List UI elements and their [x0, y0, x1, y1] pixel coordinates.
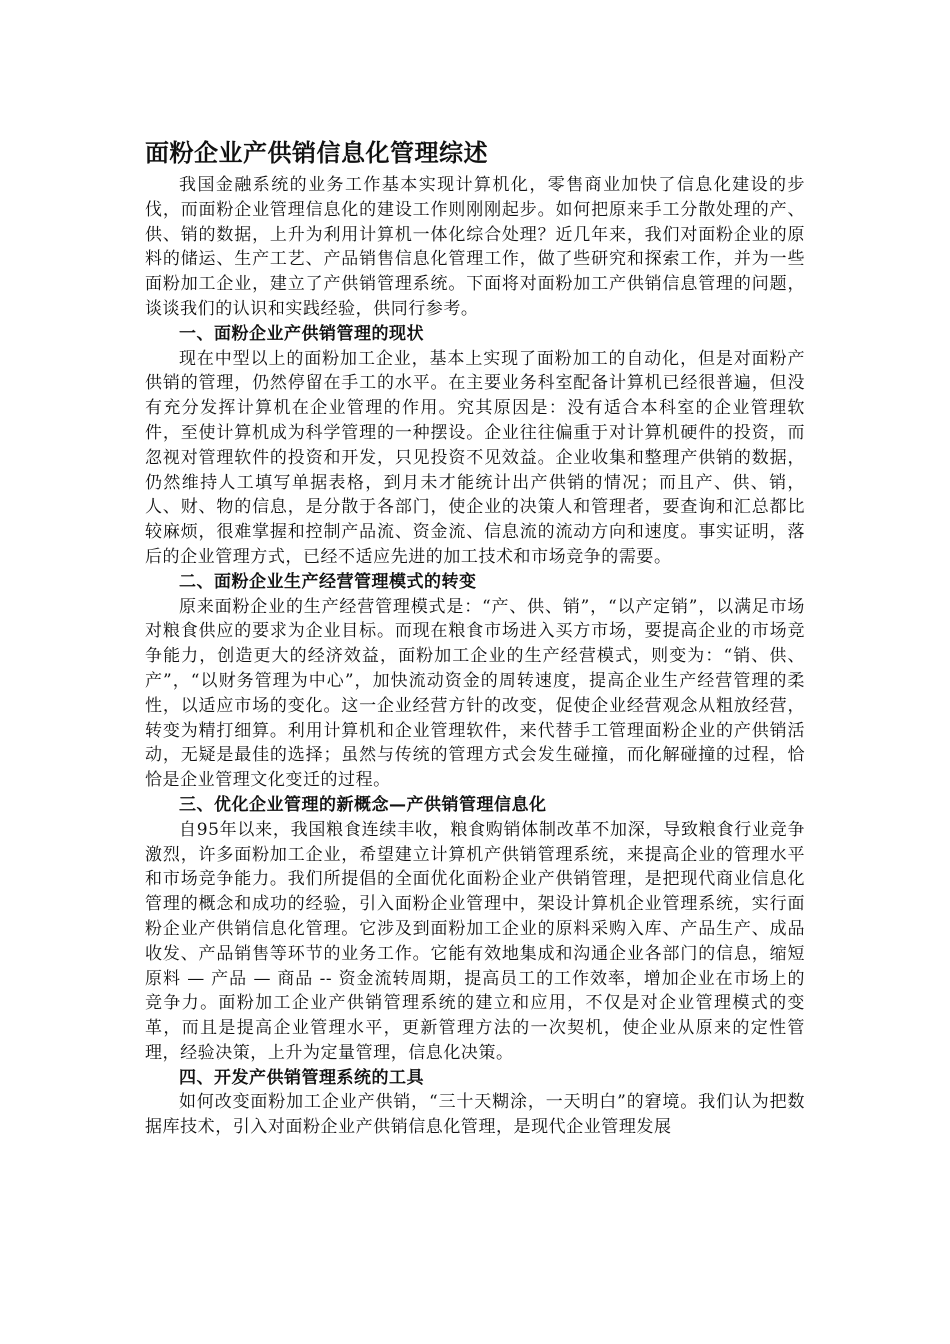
document-title: 面粉企业产供销信息化管理综述 — [145, 139, 488, 167]
section-4-body: 如何改变面粉加工企业产供销，“三十天糊涂，一天明白”的窘境。我们认为把数据库技术，引入对面粉企业产供销信息化管理，是现代企业管理发展 — [145, 1092, 805, 1138]
document-page — [145, 133, 805, 1140]
intro-paragraph: 我国金融系统的业务工作基本实现计算机化，零售商业加快了信息化建设的步伐，而面粉企业管理信息化的建设工作则刚刚起步。如何把原来手工分散处理的产、供、销的数据，上升为利用计算机一体化综合处理？近几年来，我们对面粉企业的原料的储运、生产工艺、产品销售信息化管理工作，做了些研究和探索工作，并为一些面粉加工企业，建立了产供销管理系统。下面将对面粉加工产供销信息管理的问题，谈谈我们的认识和实践经验，供同行参考。 — [145, 175, 805, 319]
section-2-heading: 二、面粉企业生产经营管理模式的转变 — [179, 571, 477, 592]
section-3-body: 自95年以来，我国粮食连续丰收，粮食购销体制改革不加深，导致粮食行业竞争激烈，许多面粉加工企业，希望建立计算机产供销管理系统，来提高企业的管理水平和市场竞争能力。我们所提倡的全面优化面粉企业产供销管理，是把现代商业信息化管理的概念和成功的经验，引入面粉企业管理中，架设计算机企业管理系统，实行面粉企业产供销信息化管理。它涉及到面粉加工企业的原料采购入库、产品生产、成品收发、产品销售等环节的业务工作。它能有效地集成和沟通企业各部门的信息，缩短原料 — 产品 — 商品 -- 资金流转周期，提高员工的工作效率，增加企业在市场上的竞争力。面粉加工企业产供销管理系统的建立和应用，不仅是对企业管理模式的变革，而且是提高企业管理水平，更新管理方法的一次契机，使企业从原来的定性管理，经验决策，上升为定量管理，信息化决策。 — [145, 819, 805, 1063]
section-3-heading: 三、优化企业管理的新概念—产供销管理信息化 — [179, 794, 547, 815]
section-2-body: 原来面粉企业的生产经营管理模式是：“产、供、销”，“以产定销”，以满足市场对粮食供应的要求为企业目标。而现在粮食市场进入买方市场，要提高企业的市场竞争能力，创造更大的经济效益，面粉加工企业的生产经营模式，则变为：“销、供、产”，“以财务管理为中心”，加快流动资金的周转速度，提高企业生产经营管理的柔性，以适应市场的变化。这一企业经营方针的改变，促使企业经营观念从粗放经营，转变为精打细算。利用计算机和企业管理软件，来代替手工管理面粉企业的产供销活动，无疑是最佳的选择；虽然与传统的管理方式会发生碰撞，而化解碰撞的过程，恰恰是企业管理文化变迁的过程。 — [145, 596, 805, 791]
section-1-heading: 一、面粉企业产供销管理的现状 — [179, 323, 424, 344]
section-1-body: 现在中型以上的面粉加工企业，基本上实现了面粉加工的自动化，但是对面粉产供销的管理，仍然停留在手工的水平。在主要业务科室配备计算机已经很普遍，但没有充分发挥计算机在企业管理的作用。究其原因是：没有适合本科室的企业管理软件，至使计算机成为科学管理的一种摆设。企业往往偏重于对计算机硬件的投资，而忽视对管理软件的投资和开发，只见投资不见效益。企业收集和整理产供销的数据，仍然维持人工填写单据表格，到月未才能统计出产供销的情况；而且产、供、销，人、财、物的信息，是分散于各部门，使企业的决策人和管理者，要查询和汇总都比较麻烦，很难掌握和控制产品流、资金流、信息流的流动方向和速度。事实证明，落后的企业管理方式，已经不适应先进的加工技术和市场竞争的需要。 — [145, 348, 805, 567]
section-4-heading: 四、开发产供销管理系统的工具 — [179, 1067, 424, 1088]
